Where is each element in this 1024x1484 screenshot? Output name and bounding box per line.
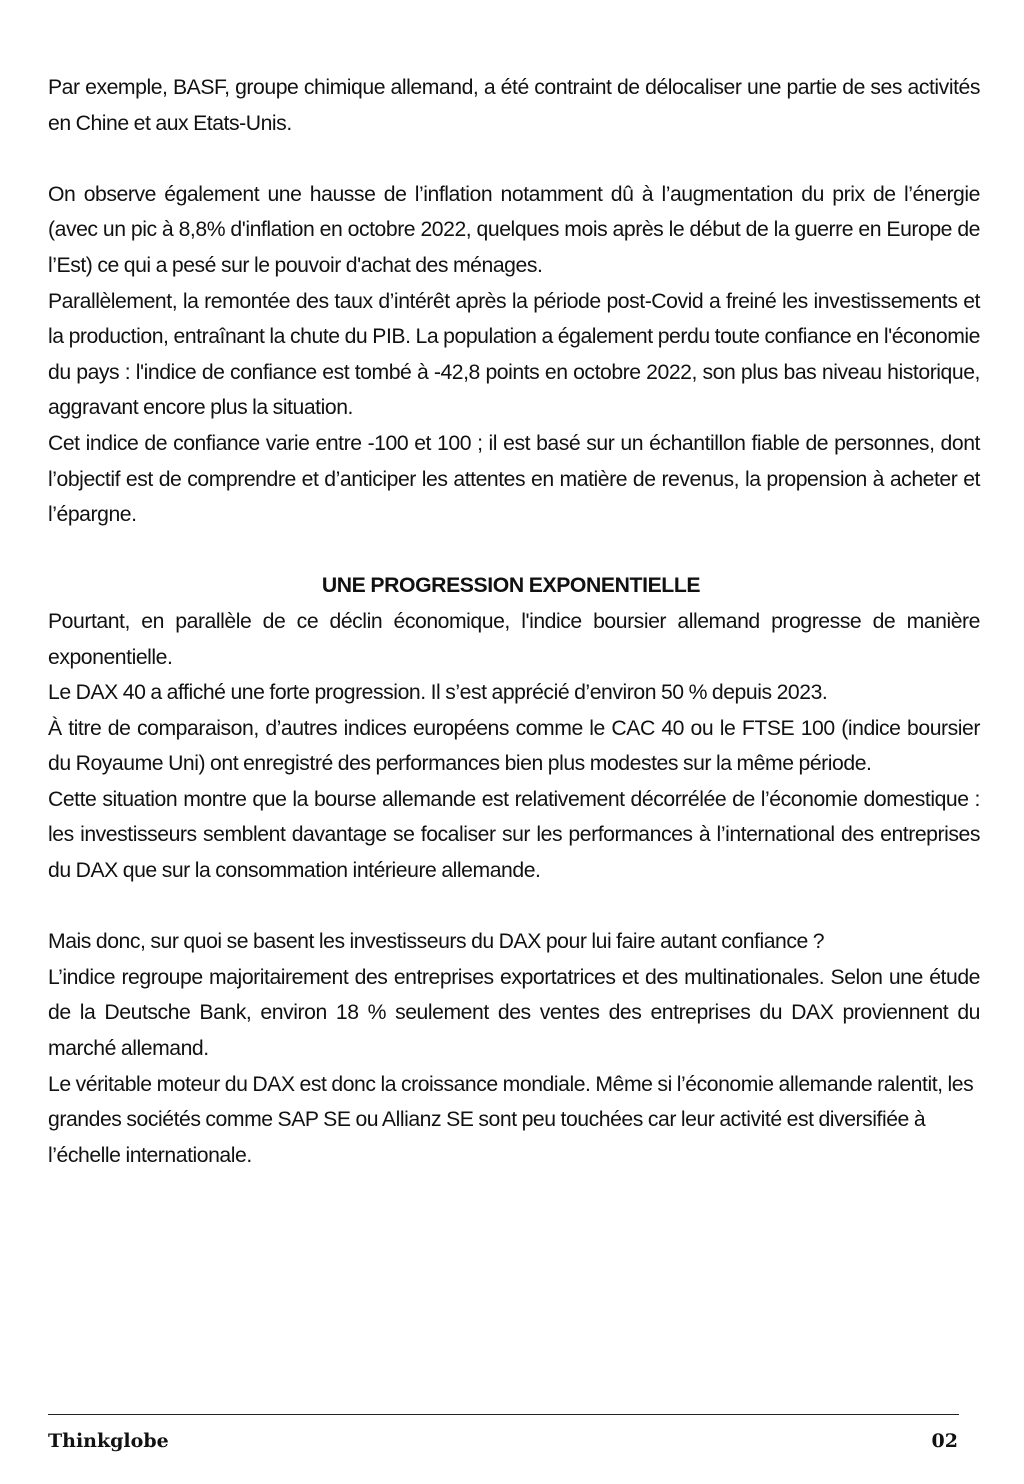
paragraph-dax-performance: Le DAX 40 a affiché une forte progression. Il s’est apprécié d’environ 50 % depuis 2023.: [48, 681, 828, 705]
article-body: [48, 70, 980, 1173]
paragraph-exporters: L’indice regroupe majoritairement des entreprises exportatrices et des multinationales. Selon une étude de la Deutsche Bank, environ 18 % seulement des ventes des entreprises du DAX proviennent du marché allemand.: [48, 965, 980, 1061]
paragraph-global-growth: Le véritable moteur du DAX est donc la croissance mondiale. Même si l’économie allemande ralentit, les grandes sociétés comme SAP SE ou Allianz SE sont peu touchées car leur activité est diversifiée à l’échelle internationale.: [48, 1072, 974, 1167]
paragraph-question: Mais donc, sur quoi se basent les investisseurs du DAX pour lui faire autant confiance ?: [48, 930, 825, 954]
footer-divider: [48, 1414, 959, 1415]
paragraph-decorrelation: Cette situation montre que la bourse allemande est relativement décorrélée de l’économie domestique : les investisseurs semblent davantage se focaliser sur les performances à l’international des entreprises du DAX que sur la consommation intérieure allemande.: [48, 787, 980, 883]
footer-brand: Thinkglobe: [48, 1430, 169, 1452]
paragraph-spacer: [48, 889, 980, 925]
paragraph-spacer: [48, 533, 980, 569]
paragraph-inflation: On observe également une hausse de l’inflation notamment dû à l’augmentation du prix de l’énergie (avec un pic à 8,8% d'inflation en octobre 2022, quelques mois après le début de la guerre en Europe de l’Est) ce qui a pesé sur le pouvoir d'achat des ménages.: [48, 182, 980, 277]
paragraph-exponential-progress: Pourtant, en parallèle de ce déclin économique, l'indice boursier allemand progresse de manière exponentielle.: [48, 609, 980, 669]
paragraph-interest-rates: Parallèlement, la remontée des taux d’intérêt après la période post-Covid a freiné les investissements et la production, entraînant la chute du PIB. La population a également perdu toute confiance en l'économie du pays : l'indice de confiance est tombé à -42,8 points en octobre 2022, son plus bas niveau historique, aggravant encore plus la situation.: [48, 289, 980, 420]
section-heading: UNE PROGRESSION EXPONENTIELLE: [321, 574, 701, 598]
paragraph-comparison: À titre de comparaison, d’autres indices européens comme le CAC 40 ou le FTSE 100 (indice boursier du Royaume Uni) ont enregistré des performances bien plus modestes sur la même période.: [48, 716, 980, 776]
paragraph-confidence-index: Cet indice de confiance varie entre -100 et 100 ; il est basé sur un échantillon fiable de personnes, dont l’objectif est de comprendre et d’anticiper les attentes en matière de revenus, la propension à acheter et l’épargne.: [48, 431, 980, 527]
paragraph-spacer: [48, 141, 980, 177]
page-number: 02: [931, 1430, 958, 1452]
paragraph-basf: Par exemple, BASF, groupe chimique allemand, a été contraint de délocaliser une partie de ses activités en Chine et aux Etats-Unis.: [48, 76, 980, 135]
